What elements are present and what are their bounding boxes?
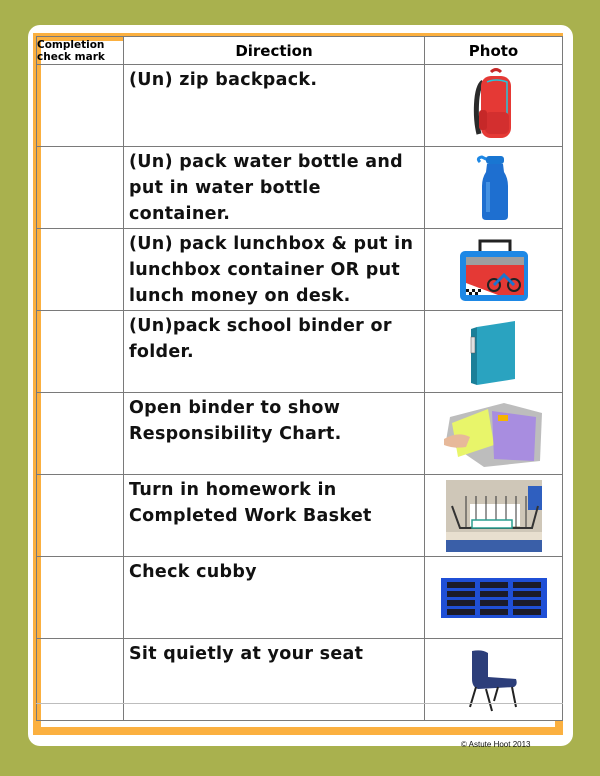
homework-basket-icon: [446, 480, 542, 552]
direction-cell: (Un) pack water bottle and put in water bottle container.: [124, 147, 425, 229]
direction-cell: (Un) pack lunchbox & put in lunchbox container OR put lunch money on desk.: [124, 229, 425, 311]
table-row: [37, 475, 563, 557]
check-cell[interactable]: [37, 475, 124, 557]
water-bottle-icon: [474, 154, 514, 222]
binder-icon: [467, 319, 521, 385]
open-binder-icon: [444, 399, 544, 469]
header-completion-check-mark: Completion check mark: [37, 37, 124, 65]
table-row: [37, 65, 563, 147]
photo-cell: [425, 311, 563, 393]
copyright-text: © Astute Hoot 2013: [461, 740, 531, 749]
header-direction: Direction: [124, 37, 425, 65]
photo-cell: [425, 229, 563, 311]
check-cell[interactable]: [37, 311, 124, 393]
photo-cell: [425, 393, 563, 475]
direction-cell: Open binder to show Responsibility Chart.: [124, 393, 425, 475]
backpack-icon: [469, 68, 519, 144]
photo-cell: [425, 557, 563, 639]
lunchbox-icon: [458, 237, 530, 303]
check-cell[interactable]: [37, 393, 124, 475]
photo-cell: [425, 65, 563, 147]
direction-cell: Sit quietly at your seat: [124, 639, 425, 721]
check-cell[interactable]: [37, 229, 124, 311]
table-row: [37, 393, 563, 475]
responsibility-chart-table: [36, 36, 563, 721]
direction-cell: (Un)pack school binder or folder.: [124, 311, 425, 393]
photo-cell: [425, 147, 563, 229]
table-row: [37, 639, 563, 721]
check-cell[interactable]: [37, 65, 124, 147]
direction-cell: Check cubby: [124, 557, 425, 639]
direction-cell: (Un) zip backpack.: [124, 65, 425, 147]
photo-cell: [425, 639, 563, 721]
header-row: [37, 37, 563, 65]
check-cell[interactable]: [37, 557, 124, 639]
direction-cell: Turn in homework in Completed Work Basket: [124, 475, 425, 557]
table-row: [37, 229, 563, 311]
cubby-organizer-icon: [439, 576, 549, 620]
table-row: [37, 557, 563, 639]
table-row: [37, 147, 563, 229]
photo-cell: [425, 475, 563, 557]
table-row: [37, 311, 563, 393]
check-cell[interactable]: [37, 147, 124, 229]
check-cell[interactable]: [37, 639, 124, 721]
table-bottom-shadow: [36, 703, 563, 704]
header-photo: Photo: [425, 37, 563, 65]
